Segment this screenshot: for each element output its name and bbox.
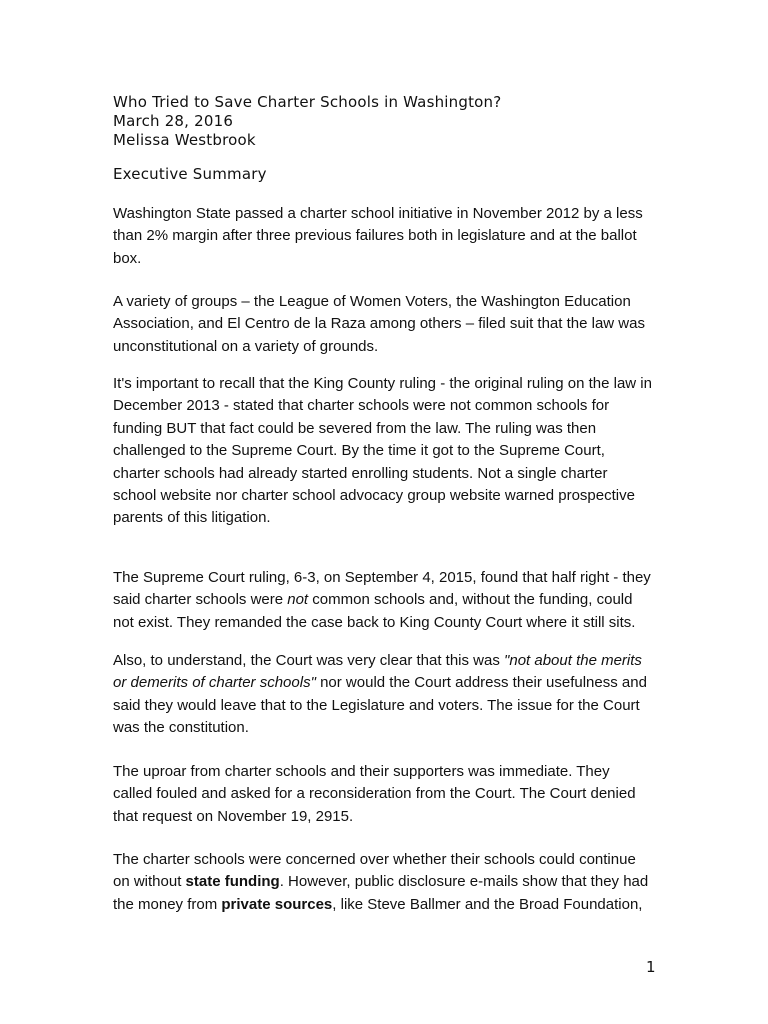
text-run: the money from	[113, 895, 222, 913]
text-run: on without	[113, 873, 186, 891]
text-line: December 2013 - stated that charter schools were not common schools for	[113, 397, 610, 415]
text-line	[113, 589, 658, 611]
emphasis-text: not	[287, 591, 309, 609]
paragraph	[113, 761, 658, 828]
text-line: funding BUT that fact could be severed from the law. The ruling was then	[113, 419, 597, 437]
document-author: Melissa Westbrook	[113, 131, 256, 149]
text-line	[113, 650, 658, 672]
paragraph	[113, 650, 658, 740]
text-run: Also, to understand, the Court was very clear that this was	[113, 652, 505, 669]
text-run: common schools and, without the funding, could	[308, 591, 633, 609]
text-line: The charter schools were concerned over whether their schools could continue	[113, 851, 636, 868]
text-line: was the constitution.	[113, 719, 249, 737]
paragraph	[113, 373, 658, 530]
quote-text: or demerits of charter schools"	[113, 674, 316, 692]
quote-text: "not about the merits	[504, 652, 642, 669]
text-line: Association, and El Centro de la Raza among others – filed suit that the law was	[113, 315, 645, 333]
text-run: said charter schools were	[113, 591, 288, 609]
bold-text: private sources	[221, 895, 333, 913]
text-line: that request on November 19, 2915.	[113, 807, 354, 825]
paragraph	[113, 849, 658, 916]
page-number: 1	[646, 958, 656, 976]
text-run: nor would the Court address their usefulness and	[315, 674, 647, 692]
document-header	[113, 93, 673, 150]
text-line: The uproar from charter schools and their supporters was immediate. They	[113, 763, 610, 780]
text-line: called fouled and asked for a reconsideration from the Court. The Court denied	[113, 785, 636, 803]
text-line	[113, 894, 658, 916]
document-title: Who Tried to Save Charter Schools in Washington?	[113, 93, 502, 111]
text-run: , like Steve Ballmer and the Broad Foundation,	[332, 895, 643, 913]
bold-text: state funding	[185, 873, 280, 891]
text-line: The Supreme Court ruling, 6-3, on September 4, 2015, found that half right - they	[113, 569, 651, 586]
text-line: A variety of groups – the League of Women Voters, the Washington Education	[113, 293, 631, 310]
text-line: Washington State passed a charter school initiative in November 2012 by a less	[113, 205, 643, 222]
text-line: charter schools had already started enrolling students. Not a single charter	[113, 464, 608, 482]
text-line	[113, 672, 658, 694]
text-run: . However, public disclosure e-mails show that they had	[279, 873, 649, 891]
paragraph	[113, 567, 658, 634]
paragraph	[113, 291, 658, 358]
text-line: not exist. They remanded the case back to King County Court where it still sits.	[113, 613, 636, 631]
text-line: parents of this litigation.	[113, 509, 271, 527]
text-line	[113, 871, 658, 893]
paragraph	[113, 203, 658, 270]
text-line: box.	[113, 249, 142, 267]
text-line: said they would leave that to the Legislature and voters. The issue for the Court	[113, 696, 640, 714]
text-line: unconstitutional on a variety of grounds.	[113, 337, 379, 355]
document-date: March 28, 2016	[113, 112, 234, 130]
text-line: challenged to the Supreme Court. By the time it got to the Supreme Court,	[113, 442, 605, 460]
text-line: It's important to recall that the King County ruling - the original ruling on the law in	[113, 375, 652, 392]
text-line: than 2% margin after three previous failures both in legislature and at the ballot	[113, 227, 637, 245]
section-heading: Executive Summary	[113, 165, 267, 183]
text-line: school website nor charter school advocacy group website warned prospective	[113, 487, 635, 505]
